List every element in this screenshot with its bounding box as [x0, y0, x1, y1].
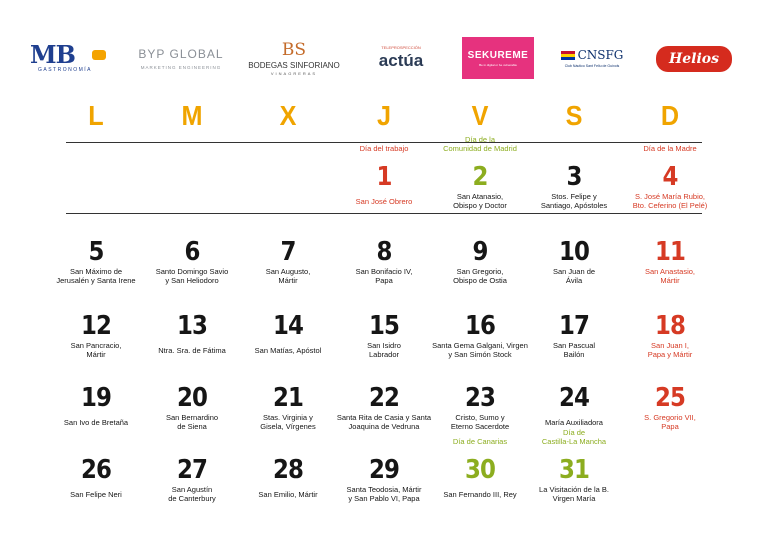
- holiday-label: Día de la Comunidad de Madrid: [443, 135, 517, 153]
- day-number: 19: [80, 383, 112, 413]
- saint-of-day: San Augusto, Mártir: [265, 267, 311, 285]
- sekureme-logo: [462, 37, 534, 79]
- actua-logo: [366, 30, 436, 86]
- cnsfg-logo: [552, 30, 632, 86]
- saint-of-day: Stas. Virginia y Gisela, Vírgenes: [260, 413, 316, 431]
- cnsfg-logo-row: [561, 48, 624, 62]
- day-number: 18: [654, 311, 686, 341]
- saint-of-day: San Felipe Neri: [70, 490, 122, 499]
- saint-of-day: San José Obrero: [355, 197, 413, 206]
- weekday-header: S: [565, 100, 583, 131]
- mb-logo-subtext: GASTRONOMÍA: [38, 67, 93, 73]
- bodegas-sinforiano-logo: [246, 30, 342, 86]
- saint-of-day: San Bonifacio IV, Papa: [355, 267, 413, 285]
- day-number: 11: [654, 237, 686, 267]
- saint-of-day: San Matías, Apóstol: [254, 346, 322, 355]
- day-number: 5: [88, 237, 104, 267]
- day-number: 4: [662, 162, 678, 192]
- flag-icon: [561, 51, 575, 60]
- saint-of-day: Santo Domingo Savio y San Heliodoro: [155, 267, 229, 285]
- sekureme-logo-text: SEKUREME: [467, 49, 529, 61]
- helios-logo-text: Helios: [669, 51, 719, 67]
- saint-of-day: San Pascual Bailón: [552, 341, 596, 359]
- saint-of-day: Cristo, Sumo y Eterno Sacerdote: [450, 413, 510, 431]
- saint-of-day: La Visitación de la B. Virgen María: [539, 485, 609, 503]
- saint-of-day: San Isidro Labrador: [367, 341, 401, 359]
- saint-of-day: San Bernardino de Siena: [165, 413, 219, 431]
- saint-of-day: San Emilio, Mártir: [258, 490, 318, 499]
- day-number: 21: [272, 383, 304, 413]
- weekday-header: J: [376, 100, 392, 131]
- actua-logo-subtext: TELEPROSPECCIÓN: [381, 45, 421, 50]
- saint-of-day: Ntra. Sra. de Fátima: [158, 346, 226, 355]
- weekday-header: L: [88, 100, 104, 131]
- cnsfg-logo-text: CNSFG: [577, 48, 624, 62]
- saint-of-day: S. Gregorio VII, Papa: [644, 413, 696, 431]
- day-number: 20: [176, 383, 208, 413]
- saint-of-day: San Atanasio, Obispo y Doctor: [453, 192, 507, 210]
- saint-of-day: Santa Teodosia, Mártir y San Pablo VI, Papa: [346, 485, 422, 503]
- saint-of-day: María Auxiliadora: [545, 418, 603, 427]
- holiday-label: Día de Canarias: [452, 437, 508, 446]
- day-number: 15: [368, 311, 400, 341]
- saint-of-day: San Máximo de Jerusalén y Santa Irene: [56, 267, 136, 285]
- day-number: 23: [464, 383, 496, 413]
- day-number: 22: [368, 383, 400, 413]
- weekday-header: X: [279, 100, 297, 131]
- holiday-label: Día de Castilla-La Mancha: [541, 428, 607, 446]
- saint-of-day: S. José María Rubio, Bto. Ceferino (El Pelé): [632, 192, 708, 210]
- week-divider: [66, 213, 702, 214]
- day-number: 24: [558, 383, 590, 413]
- byp-logo-text: BYP GLOBAL: [138, 46, 224, 61]
- day-number: 2: [472, 162, 488, 192]
- saint-of-day: San Gregorio, Obispo de Ostia: [453, 267, 507, 285]
- day-number: 7: [280, 237, 296, 267]
- mb-logo: [30, 30, 110, 86]
- day-number: 13: [176, 311, 208, 341]
- bs-logo-subtext: VINAGRERAS: [270, 70, 318, 76]
- day-number: 25: [654, 383, 686, 413]
- day-number: 29: [368, 455, 400, 485]
- day-number: 3: [566, 162, 582, 192]
- saint-of-day: San Juan I, Papa y Mártir: [647, 341, 693, 359]
- bs-logo-name: BODEGAS SINFORIANO: [248, 60, 340, 70]
- saint-of-day: San Anastasio, Mártir: [644, 267, 696, 285]
- saint-of-day: San Agustín de Canterbury: [168, 485, 216, 503]
- sponsor-logos: [0, 30, 768, 86]
- day-number: 28: [272, 455, 304, 485]
- day-number: 16: [464, 311, 496, 341]
- weekday-header: D: [660, 100, 680, 131]
- day-number: 8: [376, 237, 392, 267]
- day-number: 6: [184, 237, 200, 267]
- bs-monogram: BS: [281, 39, 307, 60]
- helios-logo: [656, 46, 732, 72]
- day-number: 27: [176, 455, 208, 485]
- week-divider: [66, 142, 702, 143]
- mb-badge-icon: [92, 50, 106, 60]
- saint-of-day: San Ivo de Bretaña: [63, 418, 129, 427]
- byp-logo-subtext: MARKETING ENGINEERING: [140, 64, 222, 70]
- day-number: 14: [272, 311, 304, 341]
- weekday-header: V: [471, 100, 489, 131]
- day-number: 17: [558, 311, 590, 341]
- day-number: 26: [80, 455, 112, 485]
- saint-of-day: Santa Gema Galgani, Virgen y San Simón Stock: [432, 341, 528, 359]
- day-number: 31: [558, 455, 590, 485]
- byp-global-logo: [134, 30, 228, 86]
- saint-of-day: San Pancracio, Mártir: [70, 341, 122, 359]
- day-number: 30: [464, 455, 496, 485]
- holiday-label: Día del trabajo: [359, 144, 409, 153]
- mb-logo-text: MB: [30, 40, 75, 69]
- day-number: 12: [80, 311, 112, 341]
- holiday-label: Día de la Madre: [643, 144, 697, 153]
- weekday-header: M: [181, 100, 203, 131]
- saint-of-day: San Juan de Ávila: [552, 267, 596, 285]
- saint-of-day: Stos. Felipe y Santiago, Apóstoles: [540, 192, 608, 210]
- day-number: 1: [376, 162, 392, 192]
- sekureme-logo-subtext: Be in digital or be vulnerable: [479, 62, 517, 67]
- saint-of-day: San Fernando III, Rey: [443, 490, 517, 499]
- day-number: 10: [558, 237, 590, 267]
- actua-logo-text: actúa: [378, 51, 424, 70]
- saint-of-day: Santa Rita de Casia y Santa Joaquina de Vedruna: [336, 413, 432, 431]
- cnsfg-logo-subtext: Club Náutico Sant Feliu de Guíxols: [564, 64, 620, 68]
- day-number: 9: [472, 237, 488, 267]
